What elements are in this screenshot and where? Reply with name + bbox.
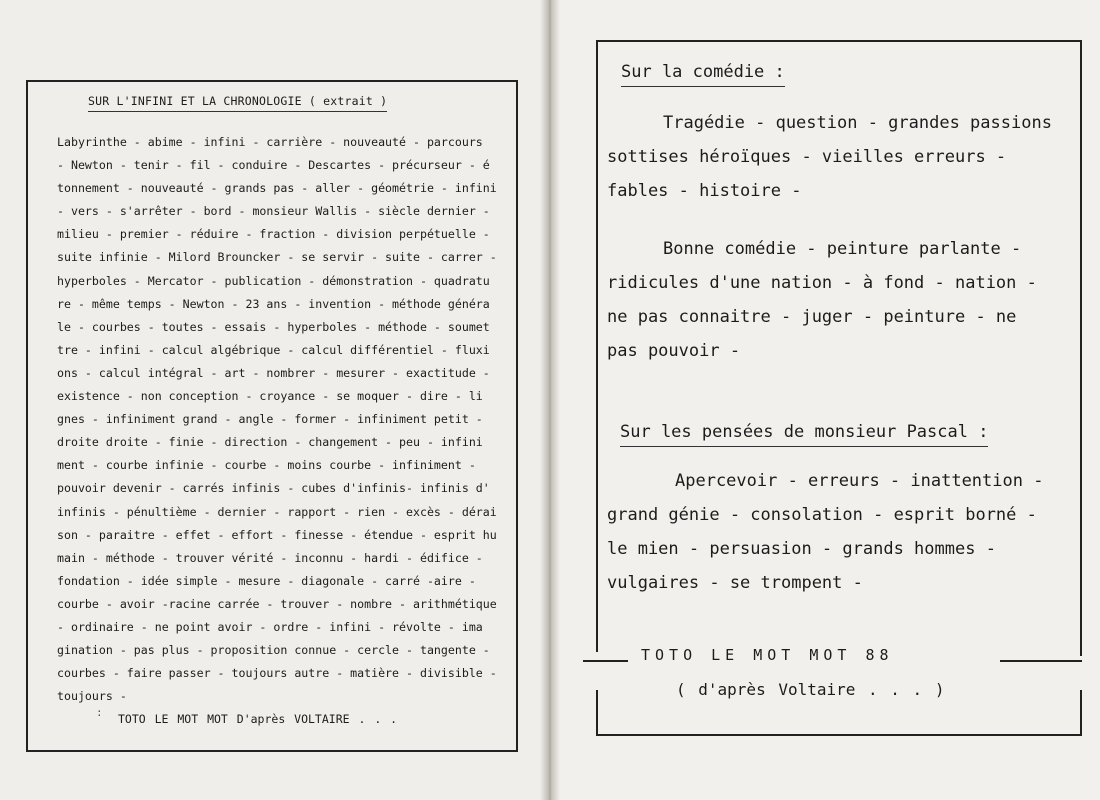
- verse-line: Apercevoir - erreurs - inattention -: [675, 471, 1044, 491]
- section-heading-comedie: Sur la comédie :: [621, 62, 785, 87]
- verse-line: Bonne comédie - peinture parlante -: [663, 239, 1022, 259]
- stanza-comedie-2: [607, 232, 1037, 368]
- verse-line: ne pas connaitre - juger - peinture - ne: [607, 307, 1017, 327]
- verse-line: ridicules d'une nation - à fond - nation -: [607, 273, 1037, 293]
- text-line: gnes - infiniment grand - angle - former - infiniment petit -: [57, 412, 483, 427]
- text-line: son - paraitre - effet - effort - finesse - étendue - esprit hu: [57, 527, 497, 542]
- text-line: droite droite - finie - direction - changement - peu - infini: [57, 435, 483, 450]
- text-line: - ordinaire - ne point avoir - ordre - infini - révolte - ima: [57, 619, 483, 634]
- frame-top-line: [596, 40, 1082, 42]
- signature-rule-left: [583, 660, 628, 662]
- verse-line: sottises héroïques - vieilles erreurs -: [607, 147, 1007, 167]
- right-page-signature-subtitle: ( d'après Voltaire . . . ): [676, 680, 945, 699]
- text-line: main - méthode - trouver vérité - inconnu - hardi - édifice -: [57, 550, 483, 565]
- stanza-comedie-1: [607, 106, 1052, 208]
- left-page-title: SUR L'INFINI ET LA CHRONOLOGIE ( extrait ): [88, 94, 387, 112]
- section-heading-pascal: Sur les pensées de monsieur Pascal :: [620, 422, 988, 447]
- frame-bottom-right-line: [1080, 690, 1082, 736]
- text-line: toujours -: [57, 689, 127, 704]
- signature-mark: :: [96, 706, 103, 719]
- text-line: courbes - faire passer - toujours autre - matière - divisible -: [57, 666, 497, 681]
- frame-bottom-left-line: [596, 690, 598, 736]
- text-line: milieu - premier - réduire - fraction - division perpétuelle -: [57, 227, 490, 242]
- text-line: hyperboles - Mercator - publication - démonstration - quadratu: [57, 273, 490, 288]
- text-line: - Newton - tenir - fil - conduire - Descartes - précurseur - é: [57, 158, 490, 173]
- left-page-text: [57, 131, 517, 708]
- verse-line: grand génie - consolation - esprit borné -: [607, 505, 1037, 525]
- text-line: existence - non conception - croyance - se moquer - dire - li: [57, 389, 483, 404]
- signature-rule-right: [1000, 660, 1082, 662]
- text-line: le - courbes - toutes - essais - hyperboles - méthode - soumet: [57, 319, 490, 334]
- verse-line: Tragédie - question - grandes passions: [663, 113, 1052, 133]
- text-line: ons - calcul intégral - art - nombrer - mesurer - exactitude -: [57, 365, 490, 380]
- text-line: infinis - pénultième - dernier - rapport - rien - excès - dérai: [57, 504, 497, 519]
- verse-line: fables - histoire -: [607, 181, 802, 201]
- frame-right-line: [1080, 40, 1082, 656]
- text-line: tre - infini - calcul algébrique - calcul différentiel - fluxi: [57, 342, 490, 357]
- text-line: gination - pas plus - proposition connue - cercle - tangente -: [57, 643, 490, 658]
- text-line: suite infinie - Milord Brouncker - se servir - suite - carrer -: [57, 250, 497, 265]
- left-page-signature: TOTO LE MOT MOT D'après VOLTAIRE . . .: [118, 712, 398, 726]
- stanza-pascal: [607, 464, 1043, 600]
- text-line: Labyrinthe - abime - infini - carrière - nouveauté - parcours: [57, 135, 483, 149]
- book-gutter: [540, 0, 560, 800]
- text-line: - vers - s'arrêter - bord - monsieur Wallis - siècle dernier -: [57, 204, 490, 219]
- verse-line: pas pouvoir -: [607, 341, 741, 361]
- text-line: pouvoir devenir - carrés infinis - cubes d'infinis- infinis d': [57, 481, 490, 496]
- text-line: ment - courbe infinie - courbe - moins courbe - infiniment -: [57, 458, 476, 473]
- verse-line: le mien - persuasion - grands hommes -: [607, 539, 996, 559]
- text-line: fondation - idée simple - mesure - diagonale - carré -aire -: [57, 573, 476, 588]
- right-page-signature: TOTO LE MOT MOT 88: [641, 646, 894, 664]
- text-line: re - même temps - Newton - 23 ans - invention - méthode généra: [57, 296, 490, 311]
- text-line: tonnement - nouveauté - grands pas - aller - géométrie - infini: [57, 181, 497, 196]
- text-line: courbe - avoir -racine carrée - trouver - nombre - arithmétique: [57, 596, 497, 611]
- verse-line: vulgaires - se trompent -: [607, 573, 863, 593]
- frame-left-line: [596, 40, 598, 652]
- frame-bottom-line: [596, 734, 1082, 736]
